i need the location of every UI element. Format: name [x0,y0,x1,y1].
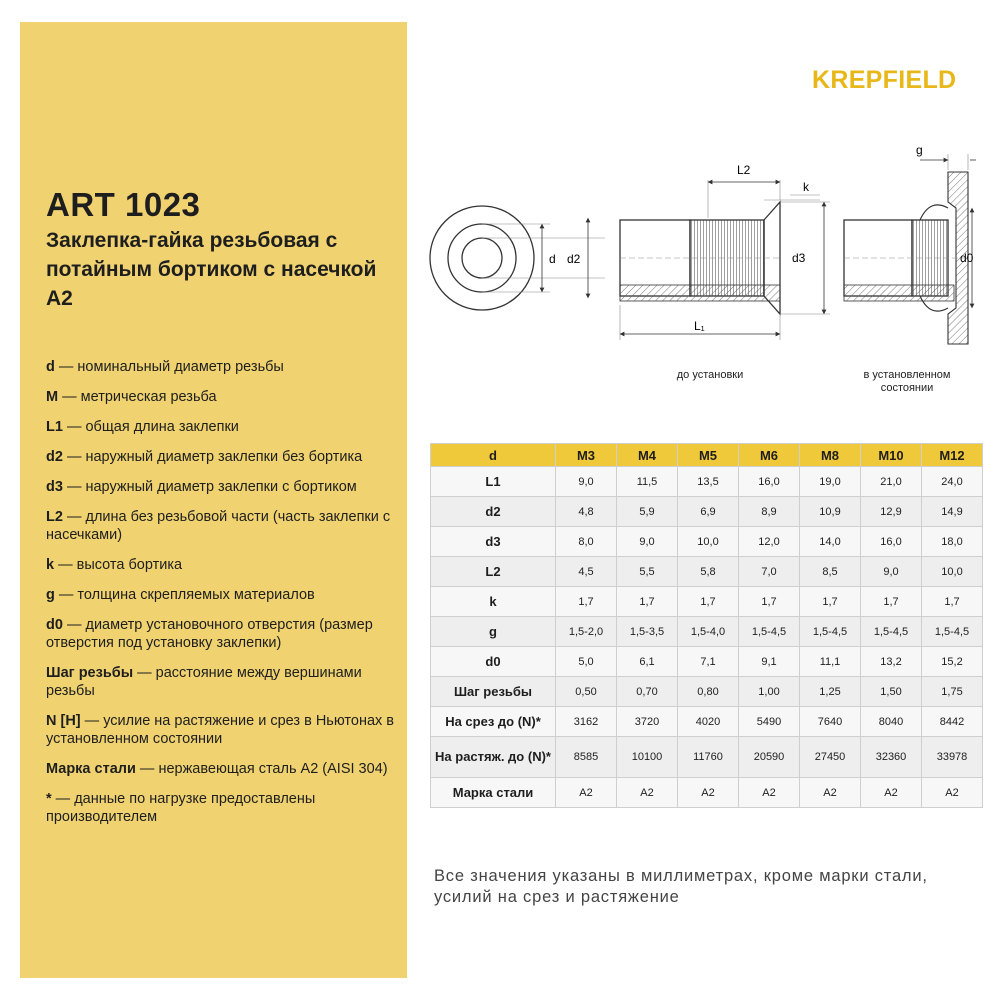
table-cell: 1,00 [739,677,800,707]
table-cell: 1,5-4,5 [922,617,983,647]
legend-desc: — усилие на растяжение и срез в Ньютонах в установленном состоянии [46,713,394,747]
table-cell: 1,7 [678,587,739,617]
legend-desc: — данные по нагрузке предоставлены производителем [46,791,316,825]
legend-item [46,616,396,652]
table-cell: 14,9 [922,497,983,527]
row-label: d2 [431,497,556,527]
table-cell: 13,2 [861,647,922,677]
table-cell: 1,75 [922,677,983,707]
article-number: ART 1023 [46,186,201,223]
table-cell: 1,7 [739,587,800,617]
legend-desc: — наружный диаметр заклепки без бортика [62,449,363,465]
table-cell: 19,0 [800,467,861,497]
row-label: Шаг резьбы [431,677,556,707]
row-label: L2 [431,557,556,587]
legend-item [46,586,396,604]
legend-term: * [46,791,52,807]
legend-term: L1 [46,419,63,435]
row-label: На срез до (N)* [431,707,556,737]
table-cell: 1,7 [556,587,617,617]
table-cell: 10100 [617,737,678,778]
caption-after: в установленном состоянии [863,369,951,394]
table-cell: 5,0 [556,647,617,677]
table-cell: 16,0 [861,527,922,557]
table-cell: 1,5-4,5 [861,617,922,647]
caption-before: до установки [676,369,744,381]
table-cell: 1,5-3,5 [617,617,678,647]
table-header-cell: M8 [800,444,861,467]
legend-desc: — длина без резьбовой части (часть заклепки с насечками) [46,509,391,543]
table-cell: 7,0 [739,557,800,587]
table-header-cell: M10 [861,444,922,467]
specification-table [430,443,983,808]
table-cell: 5,5 [617,557,678,587]
table-cell: 5,9 [617,497,678,527]
label-d2: d2 [567,252,581,266]
table-cell: 4,5 [556,557,617,587]
table-cell: 9,1 [739,647,800,677]
table-cell: 4,8 [556,497,617,527]
table-cell: A2 [678,778,739,808]
table-cell: 1,7 [922,587,983,617]
legend-item [46,664,396,700]
row-label: На растяж. до (N)* [431,737,556,778]
table-cell: 6,1 [617,647,678,677]
table-cell: 8,9 [739,497,800,527]
legend-term: k [46,557,55,573]
table-row [431,467,983,497]
table-header-cell: d [431,444,556,467]
legend-item [46,508,396,544]
legend-desc: — общая длина заклепки [62,419,239,435]
table-row [431,677,983,707]
legend-item [46,760,396,778]
table-cell: 1,7 [617,587,678,617]
table-row [431,647,983,677]
legend-item [46,712,396,748]
table-cell: 1,25 [800,677,861,707]
table-cell: 6,9 [678,497,739,527]
table-cell: 4020 [678,707,739,737]
table-cell: 1,5-4,5 [739,617,800,647]
table-header-cell: M5 [678,444,739,467]
table-cell: 1,7 [861,587,922,617]
table-cell: 9,0 [861,557,922,587]
table-cell: 13,5 [678,467,739,497]
table-cell: 1,50 [861,677,922,707]
legend-term: M [46,389,59,405]
end-view [430,206,605,310]
table-cell: 3720 [617,707,678,737]
table-row [431,617,983,647]
table-row [431,587,983,617]
table-cell: 21,0 [861,467,922,497]
table-cell: 1,5-4,5 [800,617,861,647]
table-cell: 9,0 [556,467,617,497]
table-row [431,557,983,587]
table-cell: A2 [922,778,983,808]
table-header-cell: M6 [739,444,800,467]
label-d3: d3 [792,251,806,265]
label-l1: L₁ [694,319,705,333]
table-header-cell: M12 [922,444,983,467]
row-label: g [431,617,556,647]
brand-logo: KREPFIELD [812,66,957,94]
label-l2: L2 [737,163,751,177]
units-note: Все значения указаны в миллиметрах, кроме марки стали, усилий на срез и растяжение [434,867,928,906]
legend-desc: — диаметр установочного отверстия (размер отверстия под установку заклепки) [46,617,373,651]
row-label: d0 [431,647,556,677]
row-label: Марка стали [431,778,556,808]
table-row [431,737,983,778]
legend-item [46,418,396,436]
legend-item [46,358,396,376]
table-cell: 10,0 [922,557,983,587]
label-k: k [803,180,809,194]
table-cell: 20590 [739,737,800,778]
table-cell: 15,2 [922,647,983,677]
table-cell: 3162 [556,707,617,737]
table-cell: 8,5 [800,557,861,587]
legend-term: Марка стали [46,761,136,777]
label-d: d [549,252,556,266]
table-cell: 24,0 [922,467,983,497]
table-cell: 8585 [556,737,617,778]
table-row [431,778,983,808]
table-cell: 1,5-2,0 [556,617,617,647]
table-cell: 0,50 [556,677,617,707]
table-cell: 1,5-4,0 [678,617,739,647]
technical-drawing [420,140,980,370]
table-cell: 14,0 [800,527,861,557]
table-row [431,497,983,527]
legend-item [46,556,396,574]
product-title: Заклепка-гайка резьбовая с потайным бортиком с насечкой А2 [46,229,377,310]
table-cell: 18,0 [922,527,983,557]
table-cell: 10,9 [800,497,861,527]
label-d0: d0 [960,251,974,265]
legend-desc: — высота бортика [54,557,183,573]
legend-term: N [Н] [46,713,81,729]
table-cell: 11,5 [617,467,678,497]
table-cell: 11,1 [800,647,861,677]
side-view-before [620,163,830,340]
table-cell: 12,9 [861,497,922,527]
table-cell: 0,80 [678,677,739,707]
table-cell: 0,70 [617,677,678,707]
legend-desc: — расстояние между вершинами резьбы [46,665,362,699]
legend-term: g [46,587,55,603]
table-row [431,527,983,557]
table-cell: A2 [800,778,861,808]
table-cell: 33978 [922,737,983,778]
legend-desc: — номинальный диаметр резьбы [54,359,284,375]
legend-term: L2 [46,509,63,525]
table-cell: 7640 [800,707,861,737]
legend-term: d [46,359,55,375]
table-cell: 27450 [800,737,861,778]
label-g: g [916,143,923,157]
legend-desc: — наружный диаметр заклепки с бортиком [62,479,357,495]
legend-desc: — метрическая резьба [58,389,217,405]
table-cell: A2 [617,778,678,808]
legend-item [46,388,396,406]
table-cell: 9,0 [617,527,678,557]
legend-desc: — нержавеющая сталь А2 (AISI 304) [135,761,388,777]
table-header [431,444,983,467]
table-header-cell: M4 [617,444,678,467]
table-row [431,707,983,737]
legend-item [46,790,396,826]
row-label: L1 [431,467,556,497]
table-cell: 11760 [678,737,739,778]
table-cell: 16,0 [739,467,800,497]
table-cell: 32360 [861,737,922,778]
table-cell: 10,0 [678,527,739,557]
legend-desc: — толщина скрепляемых материалов [54,587,315,603]
legend-term: Шаг резьбы [46,665,134,681]
table-cell: 8040 [861,707,922,737]
table-cell: 5,8 [678,557,739,587]
table-cell: 7,1 [678,647,739,677]
legend-term: d2 [46,449,63,465]
table-cell: 1,7 [800,587,861,617]
side-view-after [844,143,976,344]
legend-term: d0 [46,617,63,633]
row-label: d3 [431,527,556,557]
table-cell: 12,0 [739,527,800,557]
table-cell: A2 [861,778,922,808]
legend-item [46,448,396,466]
table-cell: 8,0 [556,527,617,557]
legend-item [46,478,396,496]
table-cell: A2 [739,778,800,808]
legend-term: d3 [46,479,63,495]
row-label: k [431,587,556,617]
table-cell: 5490 [739,707,800,737]
legend [46,358,396,838]
table-cell: 8442 [922,707,983,737]
table-cell: A2 [556,778,617,808]
table-header-cell: M3 [556,444,617,467]
